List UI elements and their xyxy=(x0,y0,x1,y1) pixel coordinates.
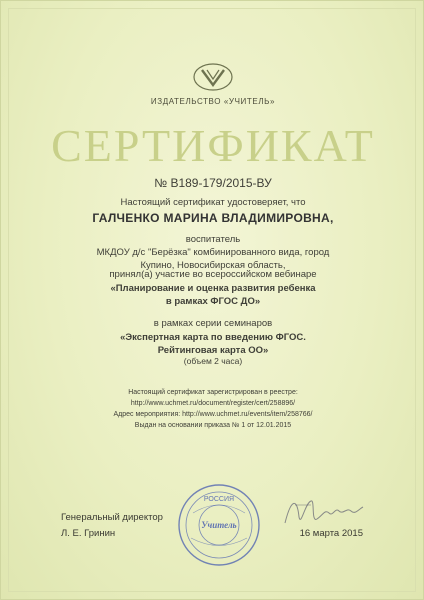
event-address-line[interactable]: Адрес мероприятия: http://www.uchmet.ru/events/item/258766/ xyxy=(113,411,313,418)
certificate-number: № В189-179/2015-ВУ xyxy=(154,176,272,190)
series-title xyxy=(1,331,424,357)
order-line: Выдан на основании приказа № 1 от 12.01.2015 xyxy=(134,422,292,429)
participation-text: принял(а) участие во всероссийском вебинаре xyxy=(109,269,317,280)
publisher-name: ИЗДАТЕЛЬСТВО «УЧИТЕЛЬ» xyxy=(150,97,276,106)
series-title-line: «Экспертная карта по введению ФГОС. xyxy=(120,332,306,343)
certificate-title: СЕРТИФИКАТ xyxy=(51,120,375,171)
webinar-title-line: «Планирование и оценка развития ребенка xyxy=(110,283,316,294)
role-line: МКДОУ д/с "Берёзка" комбинированного вида, город xyxy=(96,247,330,258)
publisher-logo-icon xyxy=(193,63,233,91)
director-name: Л. Е. Гринин xyxy=(61,528,116,539)
series-title-line: Рейтинговая карта ОО» xyxy=(157,345,269,356)
stamp-country-text: РОССИЯ xyxy=(203,496,235,503)
stamp-center-text: Учитель xyxy=(201,520,237,530)
issue-date: 16 марта 2015 xyxy=(299,528,363,539)
registration-info xyxy=(1,387,424,431)
volume-text: (объем 2 часа) xyxy=(183,356,243,366)
registration-line: Настоящий сертификат зарегистрирован в реестре: xyxy=(128,389,298,396)
recipient-role xyxy=(1,233,424,272)
series-intro-text: в рамках серии семинаров xyxy=(153,318,273,329)
intro-text: Настоящий сертификат удостоверяет, что xyxy=(120,197,306,208)
recipient-name: ГАЛЧЕНКО МАРИНА ВЛАДИМИРОВНА, xyxy=(92,211,334,225)
webinar-title-line: в рамках ФГОС ДО» xyxy=(165,296,261,307)
signature-icon xyxy=(281,493,367,533)
role-line: воспитатель xyxy=(185,234,241,245)
role-line: Купино, Новосибирская область, xyxy=(140,260,286,271)
webinar-title xyxy=(1,282,424,308)
registry-link[interactable]: http://www.uchmet.ru/document/register/cert/258896/ xyxy=(130,400,296,407)
round-stamp-icon xyxy=(177,483,261,567)
director-title: Генеральный директор xyxy=(61,512,163,523)
